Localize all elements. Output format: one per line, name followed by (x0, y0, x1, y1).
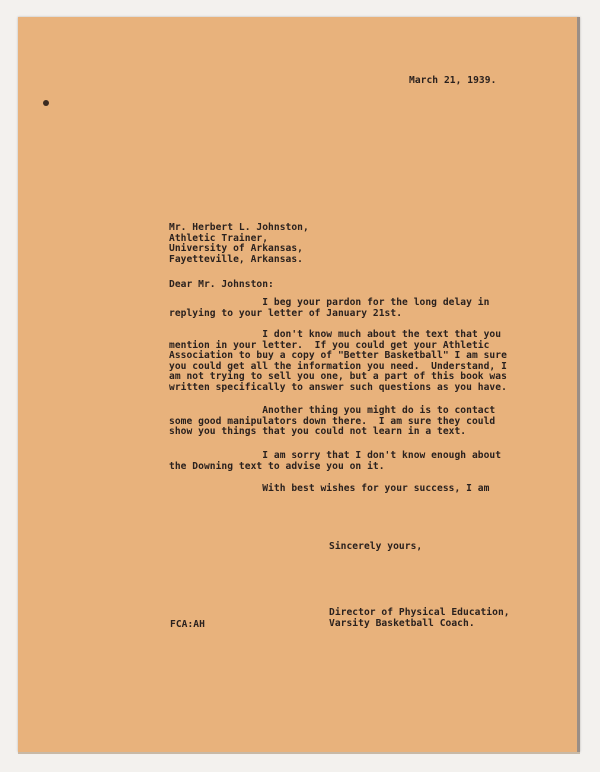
paragraph-1-line-2: replying to your letter of January 21st. (169, 307, 403, 319)
paragraph-4 (169, 451, 501, 472)
recipient-address (169, 223, 309, 265)
address-line-2: Athletic Trainer, (169, 232, 269, 244)
signature-line-1: Director of Physical Education, (329, 607, 510, 618)
paragraph-3-line-1: Another thing you might do is to contact (169, 405, 496, 416)
punch-hole-mark (43, 100, 49, 106)
address-line-3: University of Arkansas, (169, 243, 303, 255)
paragraph-2-line-6: written specifically to answer such questions as you have. (169, 381, 507, 393)
paragraph-3-line-2: some good manipulators down there. I am sure they could (169, 415, 496, 427)
paragraph-4-line-1: I am sorry that I don't know enough about (169, 450, 502, 461)
address-line-4: Fayetteville, Arkansas. (169, 253, 303, 265)
page-bottom-edge (18, 752, 580, 754)
paragraph-2-line-2: mention in your letter. If you could get your Athletic (169, 339, 490, 351)
paragraph-2-line-5: am not trying to sell you one, but a part of this book was (169, 371, 507, 383)
letter-date: March 21, 1939. (409, 75, 497, 86)
reference-initials: FCA:AH (170, 619, 205, 630)
paragraph-4-line-2: the Downing text to advise you on it. (169, 460, 385, 472)
signature-line-2: Varsity Basketball Coach. (329, 617, 475, 629)
paragraph-2-line-1: I don't know much about the text that you (169, 329, 502, 340)
paragraph-3 (169, 406, 495, 438)
paragraph-1 (169, 298, 489, 319)
closing: Sincerely yours, (329, 541, 423, 552)
paragraph-5-line-1: With best wishes for your success, I am (169, 483, 490, 494)
paragraph-3-line-3: show you things that you could not learn in a text. (169, 426, 467, 438)
signature-block (329, 608, 510, 629)
paragraph-2-line-4: you could get all the information you need. Understand, I (169, 360, 507, 372)
paragraph-2-line-3: Association to buy a copy of "Better Basketball" I am sure (169, 350, 507, 362)
paragraph-5 (169, 484, 489, 495)
page-edge-shadow (577, 17, 580, 752)
address-line-1: Mr. Herbert L. Johnston, (169, 222, 309, 233)
paragraph-1-line-1: I beg your pardon for the long delay in (169, 297, 490, 308)
salutation: Dear Mr. Johnston: (169, 279, 274, 290)
paragraph-2 (169, 330, 507, 394)
